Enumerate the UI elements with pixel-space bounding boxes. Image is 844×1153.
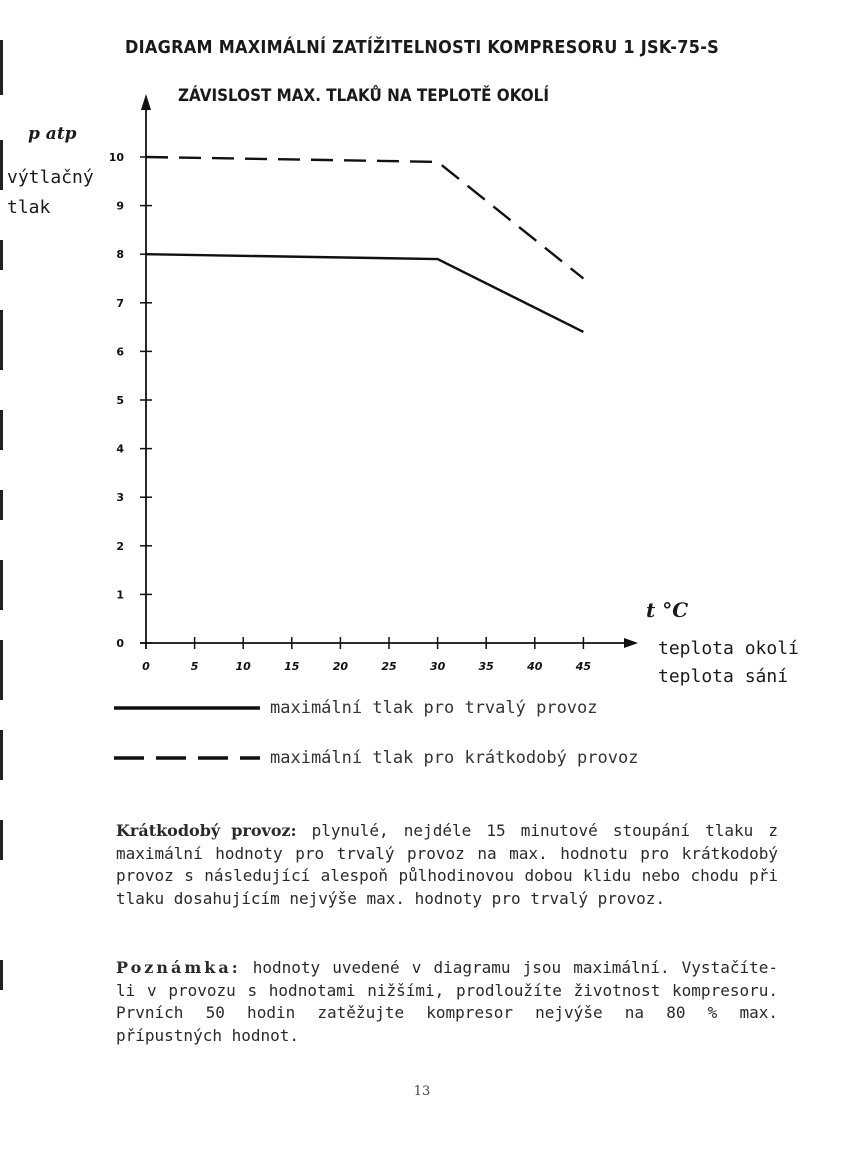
x-tick-label: 10 [235, 660, 251, 673]
chart-series [146, 157, 583, 332]
y-tick-label: 9 [116, 199, 124, 213]
note-short-term [116, 820, 778, 910]
page-number: 13 [413, 1084, 431, 1099]
y-tick-label: 1 [116, 588, 124, 602]
chart-axes [140, 94, 638, 649]
y-tick-label: 8 [116, 248, 124, 262]
y-tick-label: 6 [116, 345, 124, 359]
y-axis-arrow [141, 94, 151, 110]
chart-title: DIAGRAM MAXIMÁLNÍ ZATÍŽITELNOSTI KOMPRESORU 1 JSK-75-S [124, 38, 720, 58]
x-axis-label: teplota okolí teplota sání [658, 638, 799, 687]
y-tick-label: 7 [116, 296, 124, 310]
x-axis-unit: t °C [646, 598, 689, 622]
legend-label-short-term: maximální tlak pro krátkodobý provoz [270, 748, 639, 768]
series-line-continuous [146, 254, 583, 332]
x-tick-label: 25 [381, 660, 397, 673]
x-tick-label: 30 [429, 660, 446, 673]
x-tick-label: 5 [190, 660, 199, 673]
note-remark-text: hodnoty uvedené v diagramu jsou maximální. Vystačíte-li v provozu s hodnotami nižšími, prodloužíte životnost kompresoru. Prvních 50 hodin zatěžujte kompresor nejvýše na 80 % max. přípustných hodnot. [116, 958, 778, 1045]
y-tick-label: 2 [116, 539, 124, 553]
note-short-term-lead: Krátkodobý provoz: [116, 821, 297, 840]
legend-swatch-solid [114, 705, 260, 711]
series-line-short-term [146, 157, 583, 279]
x-tick-label: 35 [478, 660, 494, 673]
y-tick-label: 10 [108, 151, 124, 164]
x-tick-label: 0 [142, 660, 150, 673]
legend-label-continuous: maximální tlak pro trvalý provoz [270, 698, 598, 718]
y-axis-label: výtlačný tlak [7, 167, 94, 218]
note-remark-lead: Poznámka: [116, 958, 241, 977]
note-short-term-text: plynulé, nejdéle 15 minutové stoupání tlaku z maximální hodnoty pro trvalý provoz na max. hodnotu pro krátkodobý provoz s následující alespoň půlhodinovou dobou klidu nebo chodu při tlaku dosahujícím nejvýše max. hodnoty pro trvalý provoz. [116, 821, 778, 908]
x-tick-label: 40 [527, 660, 543, 673]
x-tick-label: 20 [332, 660, 349, 673]
chart-ticks [109, 151, 592, 673]
y-tick-label: 4 [116, 442, 124, 456]
y-tick-label: 5 [116, 394, 124, 407]
chart-subtitle: ZÁVISLOST MAX. TLAKŮ NA TEPLOTĚ OKOLÍ [178, 86, 550, 105]
x-tick-label: 45 [575, 660, 592, 673]
y-axis-unit: p atp [28, 124, 77, 144]
y-tick-label: 3 [116, 491, 124, 505]
legend-item-continuous [114, 693, 598, 723]
legend-swatch-dashed [114, 755, 260, 761]
x-axis-arrow [624, 638, 638, 648]
legend-item-short-term [114, 743, 638, 773]
y-tick-label: 0 [116, 637, 124, 650]
note-remark [116, 957, 778, 1047]
x-tick-label: 15 [284, 660, 300, 673]
